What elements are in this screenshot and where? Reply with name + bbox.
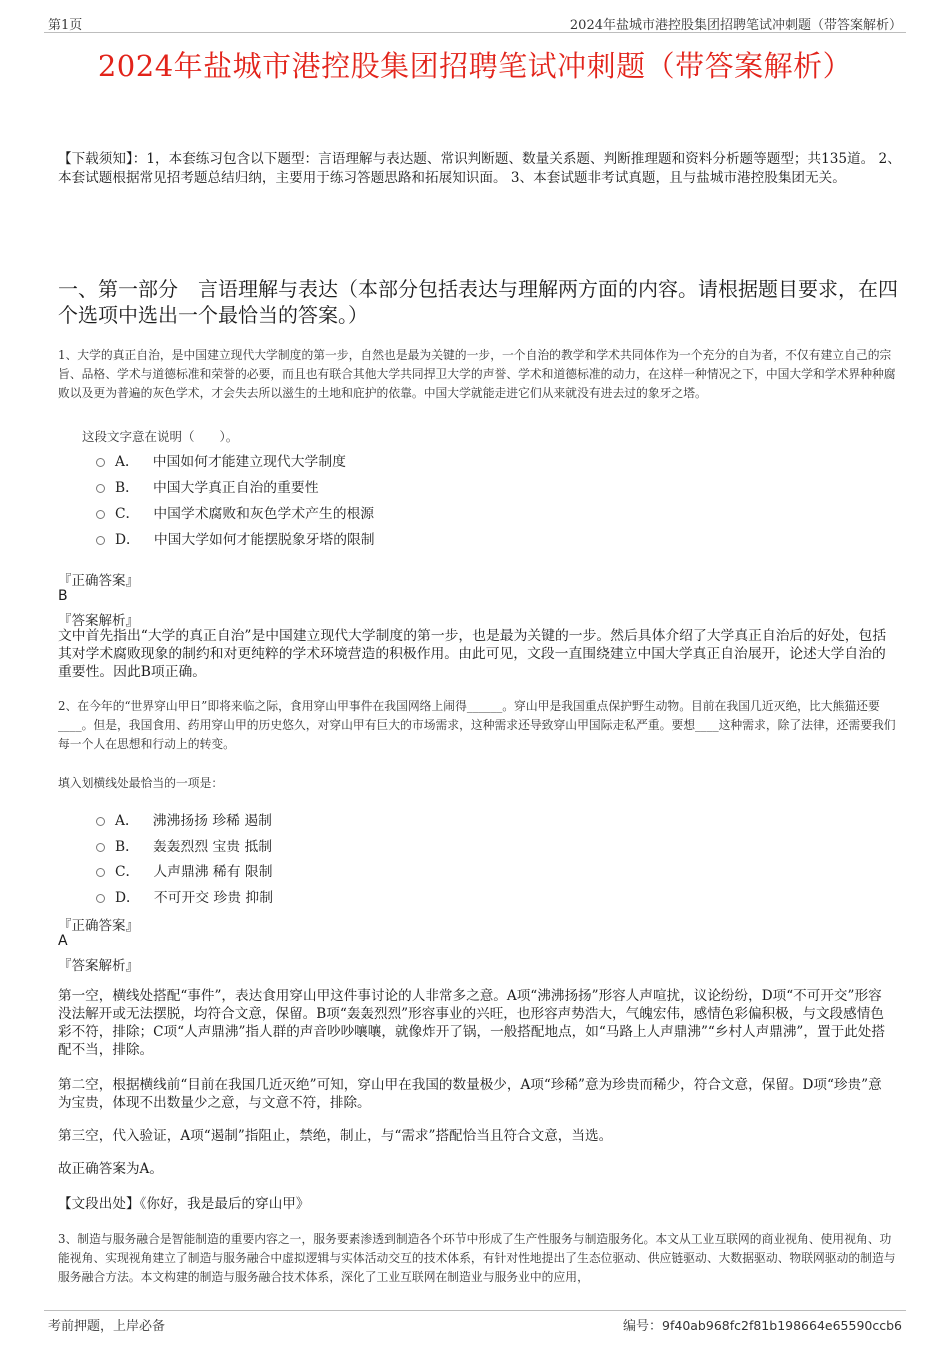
footer-code-value: 9f40ab968fc2f81b198664e65590ccb6 <box>662 1318 902 1333</box>
question-2-analysis-paragraph: 第一空，横线处搭配“事件”，表达食用穿山甲这件事讨论的人非常多之意。A项“沸沸扬扬”形容人声喧扰，议论纷纷，D项“不可开交”形容没法解开或无法摆脱，均符合文意，保留。B项“轰轰烈烈”形容事业的兴旺，也形容声势浩大，气魄宏伟，感情色彩偏积极，与文段感情色彩不符，排除；C项“人声鼎沸”指人群的声音吵吵嚷嚷，就像炸开了锅，一般搭配地点，如“马路上人声鼎沸”“乡村人声鼎沸”，置于此处搭配不当，排除。 <box>58 988 885 1058</box>
question-2-option-d[interactable]: D． 不可开交 珍贵 抑制 <box>96 886 273 906</box>
page-number: 第1页 <box>48 18 83 33</box>
question-2-stem: 填入划横线处最恰当的一项是： <box>58 776 224 790</box>
radio-icon[interactable] <box>96 458 105 467</box>
question-2-answer-label: 『正确答案』 <box>58 918 139 934</box>
document-title: 2024年盐城市港控股集团招聘笔试冲刺题（带答案解析） <box>97 49 853 83</box>
question-2-analysis-paragraph: 故正确答案为A。 <box>58 1161 163 1177</box>
question-1-analysis: 文中首先指出“大学的真正自治”是中国建立现代大学制度的第一步，也是最为关键的一步。然后具体介绍了大学真正自治后的好处，包括其对学术腐败现象的制约和对更纯粹的学术环境营造的积极作用。由此可见，文段一直围绕建立中国大学真正自治展开，论述大学自治的重要性。因此B项正确。 <box>58 628 887 680</box>
question-1-option-d[interactable]: D． 中国大学如何才能摆脱象牙塔的限制 <box>96 528 375 548</box>
download-notice: 【下载须知】：1，本套练习包含以下题型：言语理解与表达题、常识判断题、数量关系题、判断推理题和资料分析题等题型；共135道。 2、本套试题根据常见招考题总结归纳，主要用于练习答题思路和拓展知识面。 3、本套试题非考试真题，且与盐城市港控股集团无关。 <box>58 151 901 186</box>
radio-icon[interactable] <box>96 510 105 519</box>
radio-icon[interactable] <box>96 484 105 493</box>
question-1-stem: 这段文字意在说明（ ）。 <box>82 429 239 444</box>
header-doc-title: 2024年盐城市港控股集团招聘笔试冲刺题（带答案解析） <box>569 18 902 33</box>
question-1-option-a[interactable]: A． 中国如何才能建立现代大学制度 <box>96 450 346 470</box>
page-header <box>44 12 906 33</box>
question-2-option-a[interactable]: A． 沸沸扬扬 珍稀 遏制 <box>96 809 272 829</box>
question-1-option-b[interactable]: B． 中国大学真正自治的重要性 <box>96 476 319 496</box>
question-2-option-b[interactable]: B． 轰轰烈烈 宝贵 抵制 <box>96 835 272 855</box>
question-1-text: 1、大学的真正自治，是中国建立现代大学制度的第一步，自然也是最为关键的一步，一个自治的教学和学术共同体作为一个充分的自为者，不仅有建立自己的宗旨、品格、学术与道德标准和荣誉的必要，而且也有联合其他大学共同捍卫大学的声誉、学术和道德标准的动力，在这样一种情况之下，中国大学和学术界种种腐败以及更为普遍的灰色学术，才会失去所以滋生的土地和庇护的依靠。中国大学就能走进它们从来就没有进去过的象牙之塔。 <box>58 348 896 400</box>
question-2-text: 2、在今年的“世界穿山甲日”即将来临之际，食用穿山甲事件在我国网络上闹得______。穿山甲是我国重点保护野生动物。目前在我国几近灭绝，比大熊猫还要____。但是，我国食用、药用穿山甲的历史悠久，对穿山甲有巨大的市场需求，这种需求还导致穿山甲国际走私严重。要想____这种需求，除了法律，还需要我们每一个人在思想和行动上的转变。 <box>58 699 896 751</box>
question-2-analysis-label: 『答案解析』 <box>58 958 139 974</box>
question-2-analysis-paragraph: 第三空，代入验证，A项“遏制”指阻止，禁绝，制止，与“需求”搭配恰当且符合文意，当选。 <box>58 1128 613 1144</box>
radio-icon[interactable] <box>96 894 105 903</box>
question-3-text: 3、制造与服务融合是智能制造的重要内容之一，服务要素渗透到制造各个环节中形成了生产性服务与制造服务化。本文从工业互联网的商业视角、使用视角、功能视角、实现视角建立了制造与服务融合中虚拟逻辑与实体活动交互的技术体系，有针对性地提出了生态位驱动、供应链驱动、大数据驱动、物联网驱动的制造与服务融合方法。本文构建的制造与服务融合技术体系，深化了工业互联网在制造业与服务业中的应用， <box>58 1232 896 1284</box>
radio-icon[interactable] <box>96 868 105 877</box>
radio-icon[interactable] <box>96 817 105 826</box>
question-2-analysis-paragraph: 第二空，根据横线前“目前在我国几近灭绝”可知，穿山甲在我国的数量极少，A项“珍稀”意为珍贵而稀少，符合文意，保留。D项“珍贵”意为宝贵，体现不出数量少之意，与文意不符，排除。 <box>58 1077 882 1111</box>
section-heading: 一、第一部分 言语理解与表达（本部分包括表达与理解两方面的内容。请根据题目要求，在四个选项中选出一个最恰当的答案。） <box>58 277 898 327</box>
footer-code <box>623 1315 902 1334</box>
question-2-option-c[interactable]: C． 人声鼎沸 稀有 限制 <box>96 860 273 880</box>
question-2-answer: A <box>58 933 68 949</box>
page-footer <box>44 1310 906 1333</box>
footer-slogan: 考前押题，上岸必备 <box>48 1319 166 1334</box>
question-2-source: 【文段出处】《你好，我是最后的穿山甲》 <box>58 1196 310 1212</box>
question-1-answer-label: 『正确答案』 <box>58 573 139 589</box>
question-1-analysis-label: 『答案解析』 <box>58 613 139 629</box>
radio-icon[interactable] <box>96 843 105 852</box>
question-1-answer: B <box>58 588 68 604</box>
radio-icon[interactable] <box>96 536 105 545</box>
question-1-option-c[interactable]: C． 中国学术腐败和灰色学术产生的根源 <box>96 502 374 522</box>
footer-code-label: 编号： <box>623 1319 663 1334</box>
